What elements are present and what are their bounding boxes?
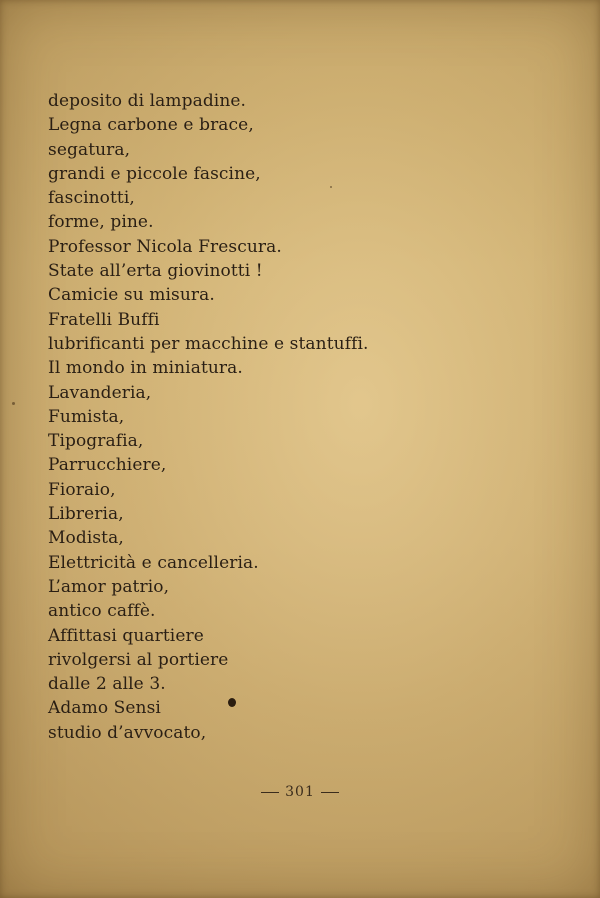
poem-line: grandi e piccole fascine, — [48, 163, 261, 184]
poem-line: Libreria, — [48, 504, 124, 525]
poem-line: Affittasi quartiere — [48, 625, 204, 646]
page-number-value: 301 — [285, 784, 315, 800]
poem-text — [48, 89, 369, 745]
poem-line: deposito di lampadine. — [48, 91, 247, 111]
ink-blot — [228, 698, 236, 707]
folio-dash-right — [321, 792, 339, 793]
poem-line: fascinotti, — [48, 188, 135, 209]
folio-dash-left — [261, 792, 279, 793]
paper-speck — [330, 186, 332, 188]
poem-line: segatura, — [48, 139, 131, 160]
poem-line: Fioraio, — [48, 479, 116, 500]
poem-line: Modista, — [48, 528, 124, 549]
poem-line: Fumista, — [48, 406, 125, 427]
poem-line: State all’erta giovinotti ! — [48, 261, 263, 282]
page-number — [0, 784, 600, 800]
poem-line: forme, pine. — [48, 212, 154, 233]
poem-line: Camicie su misura. — [48, 285, 215, 306]
poem-line: Adamo Sensi — [48, 698, 161, 719]
poem-line: Lavanderia, — [48, 382, 152, 403]
poem-line: Fratelli Buffi — [48, 309, 160, 330]
poem-line: Legna carbone e brace, — [48, 115, 254, 136]
poem-line: Professor Nicola Frescura. — [48, 236, 282, 257]
paper-speck — [12, 402, 15, 405]
poem-line: rivolgersi al portiere — [48, 649, 229, 670]
poem-line: studio d’avvocato, — [48, 722, 207, 743]
poem-line: Il mondo in miniatura. — [48, 358, 243, 379]
poem-line: Tipografia, — [48, 431, 144, 452]
poem-line: Parrucchiere, — [48, 455, 167, 476]
poem-line: lubrificanti per macchine e stantuffi. — [48, 333, 369, 354]
poem-line: L’amor patrio, — [48, 576, 170, 597]
poem-line: dalle 2 alle 3. — [48, 674, 166, 695]
poem-line: Elettricità e cancelleria. — [48, 552, 259, 573]
poem-line: antico caffè. — [48, 601, 156, 622]
